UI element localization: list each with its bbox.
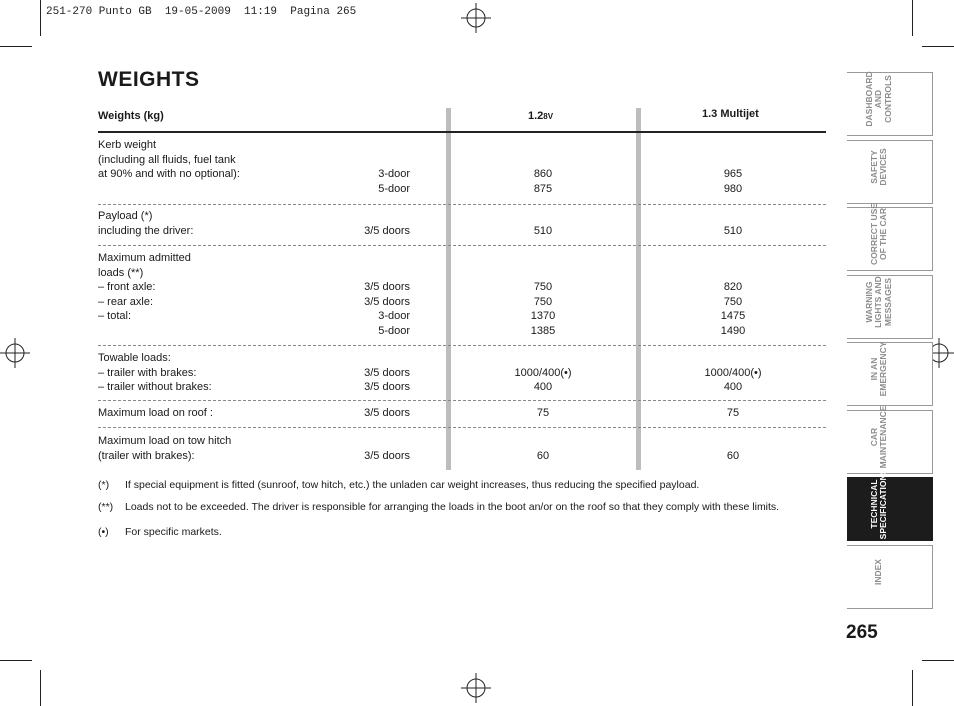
value-1-3-multijet: 60 bbox=[726, 449, 740, 462]
value-1-2-8v: 400 bbox=[533, 381, 553, 394]
section-tab-label: IN AN EMERGENCY bbox=[868, 341, 888, 397]
row-label: (trailer with brakes): bbox=[98, 449, 195, 462]
row-variant: 3-door bbox=[378, 310, 410, 323]
registration-mark-icon bbox=[461, 3, 491, 33]
section-tab[interactable] bbox=[847, 468, 933, 541]
value-1-2-8v: 60 bbox=[536, 449, 550, 462]
value-1-2-8v: 1385 bbox=[530, 325, 556, 337]
footnote-mark: (•) bbox=[98, 526, 109, 538]
row-label: (including all fluids, fuel tank bbox=[98, 153, 236, 166]
section-tab-label: DASHBOARD AND CONTROLS bbox=[863, 71, 893, 127]
row-label: – trailer without brakes: bbox=[98, 381, 212, 394]
print-header: 251-270 Punto GB 19-05-2009 11:19 Pagina 265 bbox=[46, 6, 357, 18]
value-1-3-multijet: 820 bbox=[723, 281, 743, 294]
row-label: – total: bbox=[98, 310, 132, 323]
col1-suffix: 8V bbox=[543, 112, 554, 121]
footnote-mark: (*) bbox=[98, 479, 110, 491]
value-1-2-8v: 860 bbox=[533, 168, 553, 181]
section-tab[interactable] bbox=[847, 72, 933, 136]
value-1-3-multijet: 400 bbox=[723, 381, 743, 394]
section-tab[interactable] bbox=[847, 342, 933, 406]
row-variant: 3/5 doors bbox=[364, 366, 410, 379]
column-separator bbox=[636, 108, 641, 470]
row-label: – front axle: bbox=[98, 281, 156, 294]
value-1-2-8v: 1000/400(•) bbox=[514, 366, 572, 379]
row-label: loads (**) bbox=[98, 266, 144, 279]
header-rule bbox=[98, 131, 826, 133]
value-1-2-8v: 510 bbox=[533, 224, 553, 237]
column-separator bbox=[446, 108, 451, 470]
footnote bbox=[98, 525, 826, 540]
value-1-3-multijet: 750 bbox=[723, 295, 743, 308]
footnote-text: If special equipment is fitted (sunroof, tow hitch, etc.) the unladen car weight increases, thus reducing the specified payload. bbox=[125, 479, 700, 491]
section-tab-label: SAFETY DEVICES bbox=[868, 147, 888, 186]
row-label: including the driver: bbox=[98, 224, 194, 237]
value-1-3-multijet: 510 bbox=[723, 224, 743, 237]
row-variant: 3/5 doors bbox=[364, 224, 410, 237]
value-1-3-multijet: 1490 bbox=[720, 325, 746, 337]
row-label: Maximum load on roof : bbox=[98, 407, 213, 419]
page-title: WEIGHTS bbox=[98, 68, 200, 91]
section-tab-label: INDEX bbox=[873, 558, 884, 585]
row-label: Maximum load on tow hitch bbox=[98, 435, 232, 447]
value-1-2-8v: 75 bbox=[536, 407, 550, 419]
section-tab[interactable] bbox=[847, 203, 933, 271]
section-tab[interactable] bbox=[847, 545, 933, 609]
row-variant: 3/5 doors bbox=[364, 381, 410, 394]
row-divider bbox=[98, 345, 826, 346]
weights-table bbox=[98, 108, 826, 470]
value-1-3-multijet: 75 bbox=[726, 407, 740, 419]
table-header-col1: 1.28V bbox=[528, 110, 554, 122]
row-variant: 5-door bbox=[378, 182, 410, 195]
registration-mark-icon bbox=[0, 338, 30, 368]
value-1-3-multijet: 980 bbox=[723, 182, 743, 195]
table-header-label: Weights (kg) bbox=[98, 110, 164, 122]
row-divider bbox=[98, 400, 826, 401]
row-label: Kerb weight bbox=[98, 139, 157, 151]
value-1-3-multijet: 965 bbox=[723, 168, 743, 181]
row-variant: 3/5 doors bbox=[364, 449, 410, 462]
footnote bbox=[98, 500, 826, 515]
section-tab-label: CAR MAINTENANCE bbox=[868, 405, 888, 468]
table-header-col2: 1.3 Multijet bbox=[702, 108, 759, 120]
row-divider bbox=[98, 204, 826, 205]
row-divider bbox=[98, 245, 826, 246]
row-variant: 3/5 doors bbox=[364, 281, 410, 294]
row-divider bbox=[98, 427, 826, 428]
row-variant: 3-door bbox=[378, 168, 410, 181]
page-number: 265 bbox=[846, 622, 878, 643]
row-label: Towable loads: bbox=[98, 352, 171, 364]
value-1-3-multijet: 1000/400(•) bbox=[704, 366, 762, 379]
footnotes bbox=[98, 478, 826, 547]
footnote-mark: (**) bbox=[98, 501, 114, 513]
value-1-3-multijet: 1475 bbox=[720, 310, 746, 323]
section-tab-label: CORRECT USE OF THE CAR bbox=[868, 203, 888, 265]
section-tab-label: WARNING LIGHTS AND MESSAGES bbox=[863, 275, 893, 328]
value-1-2-8v: 1370 bbox=[530, 310, 556, 323]
section-tab[interactable] bbox=[847, 275, 933, 339]
value-1-2-8v: 750 bbox=[533, 295, 553, 308]
row-label: Maximum admitted bbox=[98, 252, 191, 264]
footnote-text: For specific markets. bbox=[125, 526, 222, 538]
footnote bbox=[98, 478, 826, 493]
row-variant: 3/5 doors bbox=[364, 407, 410, 419]
row-variant: 3/5 doors bbox=[364, 295, 410, 308]
section-tab[interactable] bbox=[847, 405, 933, 474]
row-label: Payload (*) bbox=[98, 210, 153, 222]
section-tab-label: TECHNICAL SPECIFICATIONS bbox=[868, 468, 888, 540]
section-tab[interactable] bbox=[847, 140, 933, 204]
value-1-2-8v: 875 bbox=[533, 182, 553, 195]
footnote-text: Loads not to be exceeded. The driver is responsible for arranging the loads in the boot an/or on the roof so that they comply with these limits. bbox=[125, 501, 780, 513]
registration-mark-icon bbox=[461, 673, 491, 703]
row-label: – rear axle: bbox=[98, 295, 154, 308]
row-label: – trailer with brakes: bbox=[98, 366, 197, 379]
value-1-2-8v: 750 bbox=[533, 281, 553, 294]
row-variant: 5-door bbox=[378, 325, 410, 337]
row-label: at 90% and with no optional): bbox=[98, 168, 240, 181]
